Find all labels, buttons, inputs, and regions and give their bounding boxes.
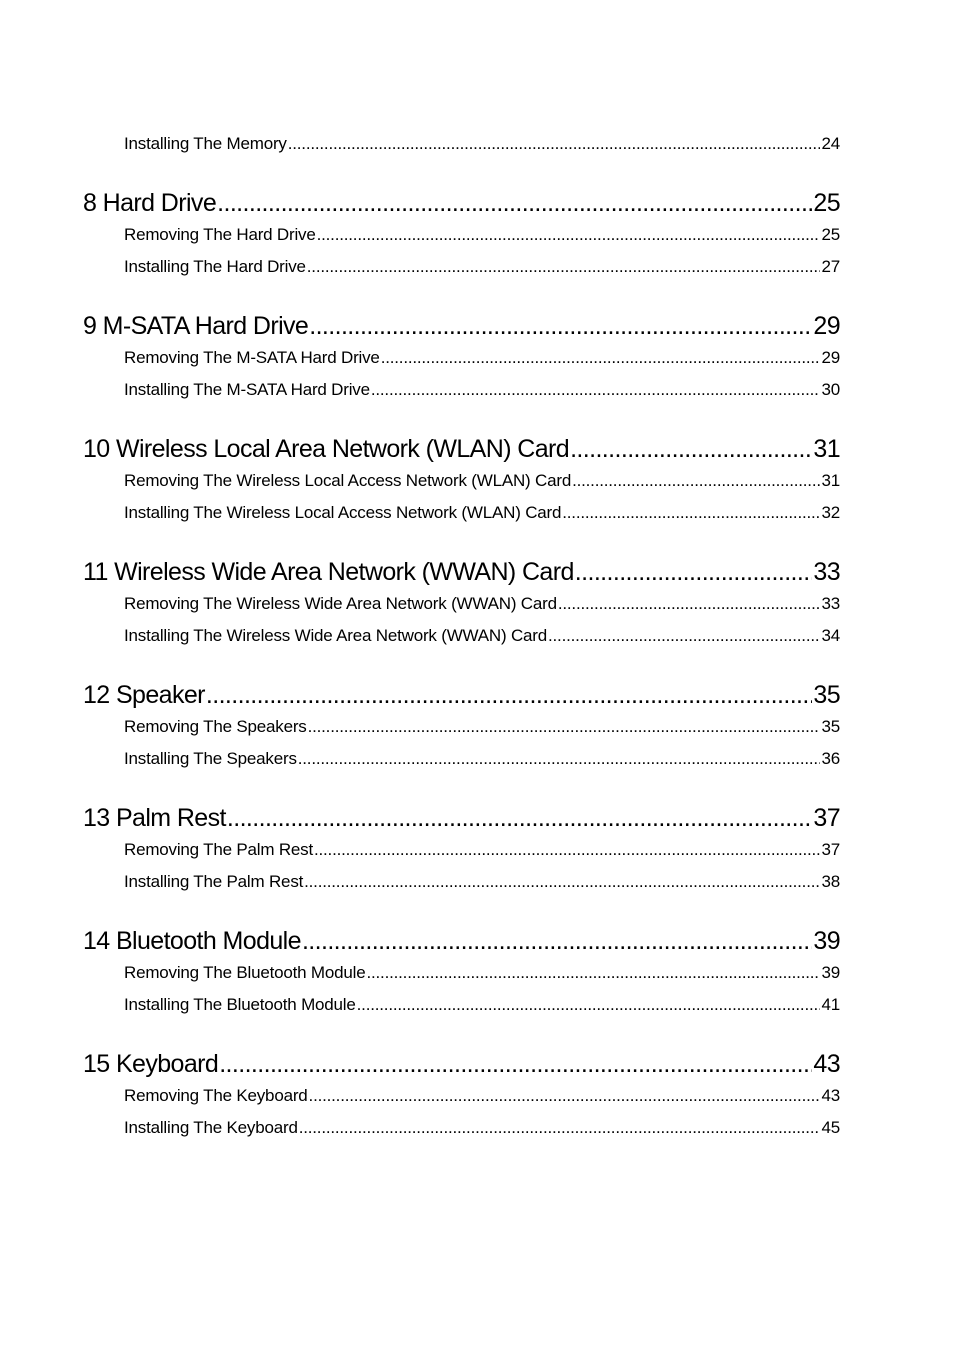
toc-chapter-title: 13 Palm Rest <box>83 804 226 832</box>
toc-page-number: 35 <box>813 681 840 709</box>
dot-leader <box>381 342 821 374</box>
dot-leader <box>366 957 820 989</box>
dot-leader <box>299 1112 821 1144</box>
toc-page-number: 33 <box>813 558 840 586</box>
toc-section-title: Removing The Wireless Local Access Network (WLAN) Card <box>124 471 572 490</box>
dot-leader <box>217 187 812 219</box>
toc-section-title: Removing The Wireless Wide Area Network (WWAN) Card <box>124 594 557 613</box>
toc-page-number: 34 <box>821 626 840 645</box>
dot-leader <box>302 925 812 957</box>
toc-section-title: Removing The Palm Rest <box>124 840 313 859</box>
dot-leader <box>317 219 821 251</box>
toc-section-title: Installing The M-SATA Hard Drive <box>124 380 370 399</box>
toc-section-title: Installing The Wireless Local Access Network (WLAN) Card <box>124 503 562 522</box>
toc-section-title: Removing The Speakers <box>124 717 307 736</box>
dot-leader <box>309 310 812 342</box>
toc-section-entry[interactable] <box>124 342 840 374</box>
dot-leader <box>314 834 821 866</box>
toc-page-number: 33 <box>821 594 840 613</box>
dot-leader <box>572 465 820 497</box>
toc-section-entry[interactable] <box>124 465 840 497</box>
toc-page-number: 43 <box>813 1050 840 1078</box>
toc-section-entry[interactable] <box>124 866 840 898</box>
toc-section-title: Removing The Hard Drive <box>124 225 316 244</box>
dot-leader <box>288 128 821 160</box>
toc-page-number: 38 <box>821 872 840 891</box>
toc-section-entry[interactable] <box>124 711 840 743</box>
toc-section-entry[interactable] <box>124 1112 840 1144</box>
toc-chapter-title: 12 Speaker <box>83 681 205 709</box>
toc-section-title: Installing The Memory <box>124 134 287 153</box>
dot-leader <box>570 433 812 465</box>
dot-leader <box>206 679 813 711</box>
toc-page-number: 29 <box>813 312 840 340</box>
toc-chapter-entry[interactable] <box>83 556 840 588</box>
toc-section-entry[interactable] <box>124 219 840 251</box>
dot-leader <box>357 989 821 1021</box>
toc-page-number: 37 <box>813 804 840 832</box>
toc-section-entry[interactable] <box>124 251 840 283</box>
table-of-contents <box>83 128 840 1144</box>
dot-leader <box>371 374 821 406</box>
dot-leader <box>308 711 821 743</box>
dot-leader <box>227 802 813 834</box>
toc-page-number: 41 <box>821 995 840 1014</box>
dot-leader <box>558 588 821 620</box>
toc-chapter-entry[interactable] <box>83 187 840 219</box>
toc-chapter-title: 14 Bluetooth Module <box>83 927 301 955</box>
dot-leader <box>548 620 820 652</box>
dot-leader <box>575 556 813 588</box>
toc-page-number: 31 <box>821 471 840 490</box>
dot-leader <box>307 251 821 283</box>
toc-section-entry[interactable] <box>124 374 840 406</box>
toc-chapter-entry[interactable] <box>83 433 840 465</box>
toc-page-number: 35 <box>821 717 840 736</box>
toc-page-number: 25 <box>813 189 840 217</box>
dot-leader <box>298 743 821 775</box>
toc-chapter-entry[interactable] <box>83 1048 840 1080</box>
toc-page-number: 39 <box>813 927 840 955</box>
dot-leader <box>304 866 820 898</box>
toc-section-entry[interactable] <box>124 588 840 620</box>
toc-page-number: 25 <box>821 225 840 244</box>
toc-page-number: 36 <box>821 749 840 768</box>
toc-section-entry[interactable] <box>124 743 840 775</box>
toc-section-title: Removing The Keyboard <box>124 1086 308 1105</box>
toc-section-entry[interactable] <box>124 1080 840 1112</box>
dot-leader <box>219 1048 812 1080</box>
toc-section-title: Removing The M-SATA Hard Drive <box>124 348 380 367</box>
toc-chapter-entry[interactable] <box>83 679 840 711</box>
toc-section-entry[interactable] <box>124 128 840 160</box>
toc-page-number: 24 <box>821 134 840 153</box>
toc-section-title: Installing The Bluetooth Module <box>124 995 356 1014</box>
toc-page-number: 30 <box>821 380 840 399</box>
toc-section-title: Installing The Wireless Wide Area Network (WWAN) Card <box>124 626 548 645</box>
toc-chapter-title: 8 Hard Drive <box>83 189 217 217</box>
toc-chapter-title: 9 M-SATA Hard Drive <box>83 312 309 340</box>
dot-leader <box>562 497 820 529</box>
toc-section-title: Installing The Hard Drive <box>124 257 306 276</box>
toc-section-entry[interactable] <box>124 989 840 1021</box>
toc-section-entry[interactable] <box>124 497 840 529</box>
toc-page-number: 32 <box>821 503 840 522</box>
dot-leader <box>309 1080 821 1112</box>
toc-chapter-title: 10 Wireless Local Area Network (WLAN) Card <box>83 435 570 463</box>
toc-section-title: Installing The Palm Rest <box>124 872 304 891</box>
toc-page-number: 45 <box>821 1118 840 1137</box>
toc-page-number: 37 <box>821 840 840 859</box>
toc-page-number: 43 <box>821 1086 840 1105</box>
toc-chapter-title: 15 Keyboard <box>83 1050 219 1078</box>
toc-chapter-entry[interactable] <box>83 925 840 957</box>
toc-section-title: Installing The Keyboard <box>124 1118 298 1137</box>
toc-page-number: 29 <box>821 348 840 367</box>
toc-chapter-entry[interactable] <box>83 802 840 834</box>
toc-section-entry[interactable] <box>124 957 840 989</box>
toc-chapter-entry[interactable] <box>83 310 840 342</box>
toc-section-title: Installing The Speakers <box>124 749 297 768</box>
toc-section-title: Removing The Bluetooth Module <box>124 963 366 982</box>
toc-chapter-title: 11 Wireless Wide Area Network (WWAN) Card <box>83 558 574 586</box>
toc-page-number: 31 <box>813 435 840 463</box>
toc-section-entry[interactable] <box>124 834 840 866</box>
toc-page-number: 39 <box>821 963 840 982</box>
toc-page-number: 27 <box>821 257 840 276</box>
toc-section-entry[interactable] <box>124 620 840 652</box>
